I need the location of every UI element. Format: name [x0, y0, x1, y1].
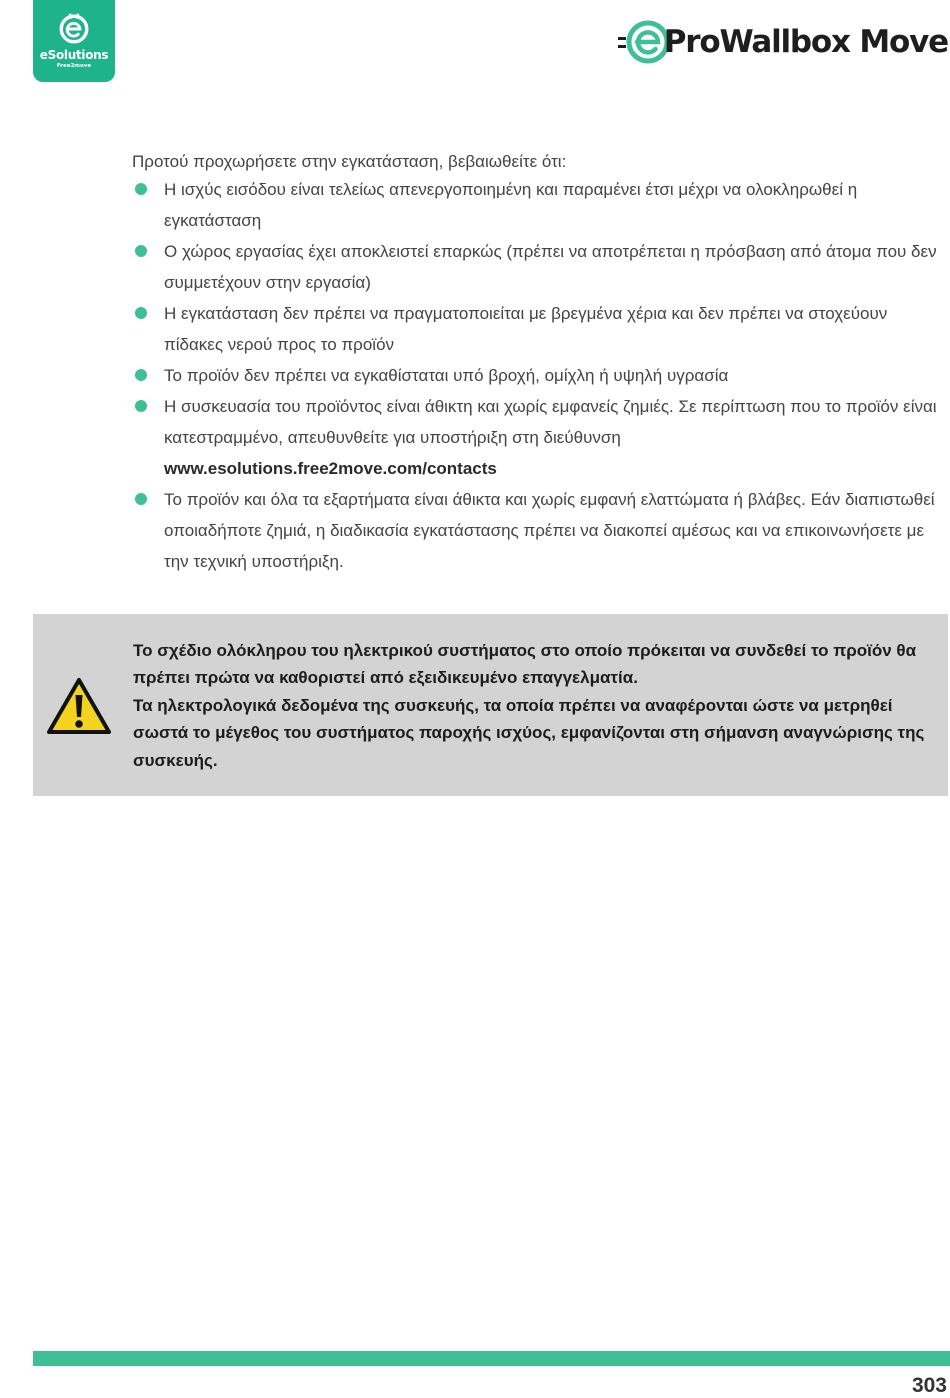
list-item-text: Ο χώρος εργασίας έχει αποκλειστεί επαρκώς (πρέπει να αποτρέπεται η πρόσβαση από άτομα που δεν συμμετέχουν στην εργασία) [164, 242, 937, 292]
list-item [132, 360, 950, 391]
list-item [132, 391, 950, 484]
bullet-icon [135, 245, 147, 257]
product-logo [618, 18, 948, 66]
list-item-text: Το προϊόν και όλα τα εξαρτήματα είναι άθικτα και χωρίς εμφανή ελαττώματα ή βλάβες. Εάν διαπιστωθεί οποιαδήποτε ζημιά, η διαδικασία εγκατάστασης πρέπει να διακοπεί αμέσως και να επικοινωνήσετε με την τεχνική υποστήριξη. [164, 490, 935, 571]
support-contacts-link[interactable]: www.esolutions.free2move.com/contacts [164, 459, 497, 478]
warning-text [133, 637, 933, 774]
list-item-text: Η συσκευασία του προϊόντος είναι άθικτη και χωρίς εμφανείς ζημιές. Σε περίπτωση που το προϊόν είναι κατεστραμμένο, απευθυνθείτε για υποστήριξη στη διεύθυνση [164, 397, 937, 447]
bullet-icon [135, 183, 147, 195]
pre-installation-checklist [132, 174, 950, 577]
plug-e-icon [618, 18, 670, 66]
esolutions-logo-badge [33, 0, 115, 82]
list-item-text: Το προϊόν δεν πρέπει να εγκαθίσταται υπό βροχή, ομίχλη ή υψηλή υγρασία [164, 366, 729, 385]
product-name: ProWallbox Move [663, 24, 948, 60]
bullet-icon [135, 400, 147, 412]
badge-subbrand: Free2move [56, 63, 92, 69]
list-item [132, 298, 950, 360]
plug-e-icon [57, 12, 91, 46]
warning-triangle-icon [46, 677, 112, 735]
intro-text: Προτού προχωρήσετε στην εγκατάσταση, βεβαιωθείτε ότι: [132, 152, 567, 171]
warning-paragraph: Το σχέδιο ολόκληρου του ηλεκτρικού συστήματος στο οποίο πρόκειται να συνδεθεί το προϊόν θα πρέπει πρώτα να καθοριστεί από εξειδικευμένο επαγγελματία. [133, 641, 917, 688]
warning-paragraph: Τα ηλεκτρολογικά δεδομένα της συσκευής, τα οποία πρέπει να αναφέρονται ώστε να μετρηθεί σωστά το μέγεθος του συστήματος παροχής ισχύος, εμφανίζονται στη σήμανση αναγνώρισης της συσκευής. [133, 695, 925, 770]
list-item-text: Η εγκατάσταση δεν πρέπει να πραγματοποιείται με βρεγμένα χέρια και δεν πρέπει να στοχεύουν πίδακες νερού προς το προϊόν [164, 304, 888, 354]
badge-brand-name: eSolutions [39, 48, 109, 62]
bullet-icon [135, 369, 147, 381]
warning-box [33, 614, 948, 796]
list-item-text: Η ισχύς εισόδου είναι τελείως απενεργοποιημένη και παραμένει έτσι μέχρι να ολοκληρωθεί η εγκατάσταση [164, 180, 858, 230]
list-item [132, 236, 950, 298]
bullet-icon [135, 307, 147, 319]
page-number: 303 [911, 1374, 947, 1397]
footer-bar [33, 1351, 950, 1366]
list-item [132, 484, 950, 577]
bullet-icon [135, 493, 147, 505]
list-item [132, 174, 950, 236]
